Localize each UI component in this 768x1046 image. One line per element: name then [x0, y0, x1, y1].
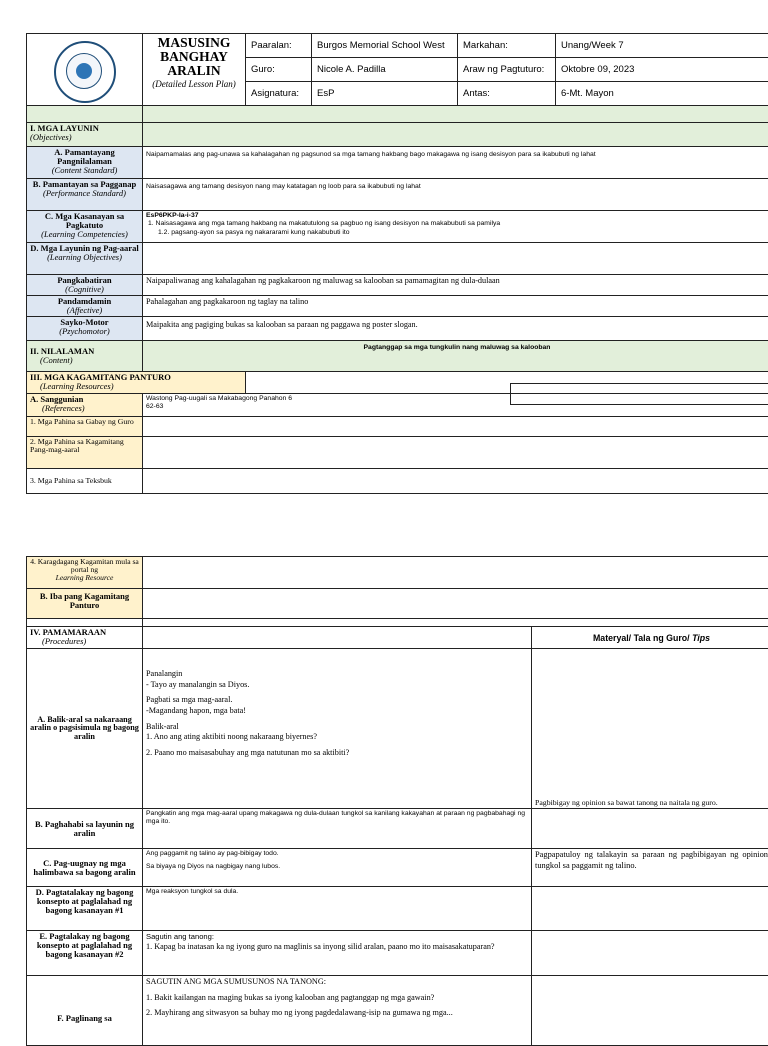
spacer-cell — [27, 106, 143, 123]
psychomotor-label: Sayko-Motor (Pzychomotor) — [27, 316, 143, 340]
procedures-heading-fill — [143, 627, 532, 649]
affective-label: Pandamdamin (Affective) — [27, 295, 143, 316]
spacer-cell — [27, 619, 143, 627]
stray-border-line — [510, 383, 768, 405]
review-label: A. Balik-aral sa nakaraang aralin o pagsisimula ng bagong aralin — [27, 649, 143, 809]
lesson-plan-procedures-table — [26, 556, 768, 1046]
objectives-heading-fill — [143, 123, 768, 147]
competency-code: EsP6PKP-Ia-i-37 — [146, 212, 768, 220]
markahan-value: Unang/Week 7 — [556, 34, 768, 58]
mastery-line: SAGUTIN ANG MGA SUMUSUNOS NA TANONG: — [146, 977, 528, 988]
learning-objectives-value — [143, 243, 768, 275]
performance-standard-value: Naisasagawa ang tamang desisyon nang may katatagan ng loob para sa ikabubuti ng lahat — [143, 179, 768, 211]
content-standard-value: Naipamamalas ang pag-unawa sa kahalagahan ng pagsunod sa mga tamang hakbang bago makagawa ng isang desisyon para sa ikabubuti ng lahat — [143, 147, 768, 179]
mastery-label: F. Paglinang sa — [27, 976, 143, 1046]
guro-label: Guro: — [246, 58, 312, 82]
learning-competencies-value — [143, 211, 768, 243]
mastery-value — [143, 976, 532, 1046]
content-heading: II. NILALAMAN (Content) — [27, 340, 143, 371]
resources-heading: III. MGA KAGAMITANG PANTURO (Learning Resources) — [27, 371, 246, 393]
performance-standard-label: B. Pamantayan sa Pagganap (Performance Standard) — [27, 179, 143, 211]
textbook-pages-value — [143, 468, 768, 493]
document-subtitle: (Detailed Lesson Plan) — [146, 79, 242, 90]
objectives-heading: I. MGA LAYUNIN (Objectives) — [27, 123, 143, 147]
cognitive-label: Pangkabatiran (Cognitive) — [27, 275, 143, 296]
lesson-purpose-label: B. Paghahabi sa layunin ng aralin — [27, 809, 143, 849]
spacer-cell — [143, 619, 768, 627]
learner-material-pages-value — [143, 436, 768, 468]
other-materials-label: B. Iba pang Kagamitang Panturo — [27, 589, 143, 619]
spacer-cell — [143, 106, 768, 123]
araw-label: Araw ng Pagtuturo: — [458, 58, 556, 82]
concept-two-line: Sagutin ang tanong: — [146, 932, 528, 942]
concept-one-tip — [532, 887, 768, 931]
title-line-1: MASUSING — [146, 36, 242, 50]
review-line: Balik-aral — [146, 722, 528, 733]
tips-column-header: Materyal/ Tala ng Guro/ Tips — [532, 627, 768, 649]
examples-line: Sa biyaya ng Diyos na nagbigay nang lubos. — [146, 863, 528, 871]
antas-label: Antas: — [458, 82, 556, 106]
deped-seal-logo — [54, 41, 116, 103]
other-materials-value — [143, 589, 768, 619]
examples-value — [143, 849, 532, 887]
title-line-3: ARALIN — [146, 64, 242, 78]
lesson-purpose-tip — [532, 809, 768, 849]
review-value — [143, 649, 532, 809]
competency-subline: 1.2. pagsang-ayon sa pasya ng nakararami kung nakabubuti ito — [146, 229, 768, 237]
learning-objectives-label: D. Mga Layunin ng Pag-aaral (Learning Objectives) — [27, 243, 143, 275]
review-line: Panalangin — [146, 669, 528, 680]
teacher-guide-pages-value — [143, 416, 768, 436]
paaralan-label: Paaralan: — [246, 34, 312, 58]
reference-title: Wastong Pag-uugali sa Makabagong Panahon 6 — [146, 395, 768, 403]
portal-resources-value — [143, 557, 768, 589]
araw-value: Oktobre 09, 2023 — [556, 58, 768, 82]
guro-value: Nicole A. Padilla — [312, 58, 458, 82]
asignatura-value: EsP — [312, 82, 458, 106]
title-line-2: BANGHAY — [146, 50, 242, 64]
content-value: Pagtanggap sa mga tungkulin nang maluwag sa kalooban — [143, 340, 768, 371]
review-line: -Magandang hapon, mga bata! — [146, 706, 528, 717]
mastery-tip — [532, 976, 768, 1046]
review-line: 2. Paano mo maisasabuhay ang mga natutunan mo sa aktibiti? — [146, 748, 528, 759]
mastery-line: 1. Bakit kailangan na maging bukas sa iyong kalooban ang pagtanggap ng mga gawain? — [146, 993, 528, 1004]
examples-line: Ang paggamit ng talino ay pag-bibigay todo. — [146, 850, 528, 858]
psychomotor-value: Maipakita ang pagiging bukas sa kalooban sa paraan ng paggawa ng poster slogan. — [143, 316, 768, 340]
lesson-plan-header-table — [26, 33, 768, 494]
concept-one-value: Mga reaksyon tungkol sa dula. — [143, 887, 532, 931]
review-tip: Pagbibigay ng opinion sa bawat tanong na naitala ng guro. — [532, 649, 768, 809]
lesson-purpose-value: Pangkatin ang mga mag-aaral upang makagawa ng dula-dulaan tungkol sa kanilang kakayahan at paraan ng pagbabahagi ng mga ito. — [143, 809, 532, 849]
paaralan-value: Burgos Memorial School West — [312, 34, 458, 58]
learning-competencies-label: C. Mga Kasanayan sa Pagkatuto (Learning Competencies) — [27, 211, 143, 243]
antas-value: 6-Mt. Mayon — [556, 82, 768, 106]
competency-line: 1. Naisasagawa ang mga tamang hakbang na makatutulong sa pagbuo ng isang desisyon na makabubuti sa pamilya — [146, 220, 768, 228]
review-line: - Tayo ay manalangin sa Diyos. — [146, 680, 528, 691]
cognitive-value: Naipapaliwanag ang kahalagahan ng pagkakaroon ng maluwag sa kalooban sa pamamagitan ng dula-dulaan — [143, 275, 768, 296]
review-line: Pagbati sa mga mag-aaral. — [146, 695, 528, 706]
deped-seal-cell — [27, 34, 143, 106]
reference-pages: 62-63 — [146, 403, 768, 411]
concept-two-label: E. Pagtalakay ng bagong konsepto at paglalahad ng bagong kasanayan #2 — [27, 931, 143, 976]
examples-tip: Pagpapatuloy ng talakayin sa paraan ng pagbibigayan ng opinion tungkol sa paggamit ng talino. — [532, 849, 768, 887]
markahan-label: Markahan: — [458, 34, 556, 58]
affective-value: Pahalagahan ang pagkakaroon ng taglay na talino — [143, 295, 768, 316]
concept-two-tip — [532, 931, 768, 976]
learner-material-pages-label: 2. Mga Pahina sa Kagamitang Pang-mag-aaral — [27, 436, 143, 468]
references-label: A. Sanggunian (References) — [27, 393, 143, 416]
textbook-pages-label: 3. Mga Pahina sa Teksbuk — [27, 468, 143, 493]
document-title-cell — [143, 34, 246, 106]
teacher-guide-pages-label: 1. Mga Pahina sa Gabay ng Guro — [27, 416, 143, 436]
content-standard-label: A. Pamantayang Pangnilalaman (Content Standard) — [27, 147, 143, 179]
portal-resources-label: 4. Karagdagang Kagamitan mula sa portal ng Learning Resource — [27, 557, 143, 589]
asignatura-label: Asignatura: — [246, 82, 312, 106]
concept-two-value — [143, 931, 532, 976]
mastery-line: 2. Mayhirang ang sitwasyon sa buhay mo ng iyong pagdedalawang-isip na gumawa ng mga... — [146, 1008, 528, 1019]
review-line: 1. Ano ang ating aktibiti noong nakaraang biyernes? — [146, 732, 528, 743]
examples-label: C. Pag-uugnay ng mga halimbawa sa bagong aralin — [27, 849, 143, 887]
concept-one-label: D. Pagtatalakay ng bagong konsepto at paglalahad ng bagong kasanayan #1 — [27, 887, 143, 931]
procedures-heading: IV. PAMAMARAAN (Procedures) — [27, 627, 143, 649]
concept-two-line: 1. Kapag ba inatasan ka ng iyong guro na maglinis sa inyong silid aralan, paano mo ito maisasakatuparan? — [146, 942, 528, 953]
